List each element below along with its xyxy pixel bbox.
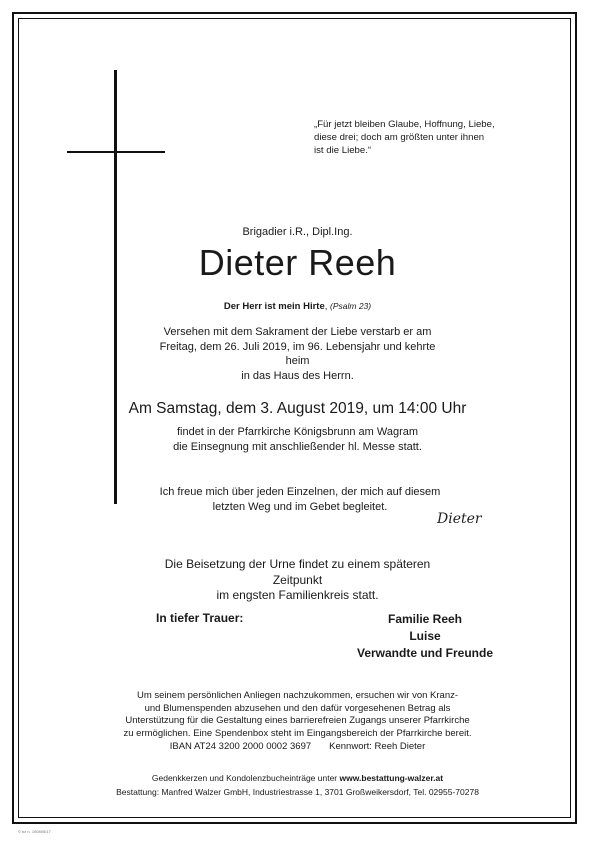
quote-line: diese drei; doch am größten unter ihnen: [314, 132, 485, 143]
request-line: und Blumenspenden abzusehen und den dafür vorgesehenen Betrag als: [144, 702, 451, 714]
burial-line: im engsten Familienkreis statt.: [216, 588, 379, 602]
bible-quote: [314, 118, 554, 157]
ceremony-line: die Einsegnung mit anschließender hl. Messe statt.: [173, 440, 422, 453]
request-line: Um seinem persönlichen Anliegen nachzukommen, ersuchen wir von Kranz-: [136, 690, 459, 701]
death-announcement: [150, 325, 445, 383]
motto-text: Der Herr ist mein Hirte: [223, 301, 325, 312]
mourner-name: Familie Reeh: [387, 612, 463, 626]
print-code: © bz n. 190805/17: [18, 829, 51, 834]
ceremony-details: [150, 425, 445, 454]
burial-notice: [140, 557, 455, 604]
ceremony-headline: Am Samstag, dem 3. August 2019, um 14:00 Uhr: [128, 400, 467, 417]
motto: [0, 301, 595, 312]
footer-undertaker: Bestattung: Manfred Walzer GmbH, Industriestrasse 1, 3701 Großweikersdorf, Tel. 02955-70278: [116, 787, 479, 797]
website-link[interactable]: www.bestattung-walzer.at: [339, 773, 444, 783]
mourner-name: Luise: [409, 629, 441, 643]
farewell-line: letzten Weg und im Gebet begleitet.: [212, 500, 388, 513]
footer-condolence: [0, 773, 595, 783]
motto-separator: ,: [324, 301, 328, 312]
footer-condolence-text: Gedenkkerzen und Kondolenzbucheinträge unter: [151, 773, 340, 783]
handwritten-signature: Dieter: [437, 511, 482, 527]
ceremony-line: findet in der Pfarrkirche Königsbrunn am Wagram: [176, 426, 419, 438]
quote-line: ist die Liebe.“: [314, 145, 372, 156]
deceased-title: Brigadier i.R., Dipl.Ing.: [242, 226, 353, 238]
announcement-line: in das Haus des Herrn.: [241, 369, 354, 382]
mourners-list: [325, 611, 525, 662]
iban: IBAN AT24 3200 2000 0002 3697: [169, 741, 312, 752]
announcement-line: Versehen mit dem Sakrament der Liebe verstarb er am: [163, 326, 432, 338]
quote-line: „Für jetzt bleiben Glaube, Hoffnung, Liebe,: [314, 119, 495, 130]
bank-details: [0, 741, 595, 752]
request-line: zu ermöglichen. Eine Spendenbox steht im Eingangsbereich der Pfarrkirche bereit.: [123, 727, 472, 739]
mourning-label: In tiefer Trauer:: [156, 611, 244, 625]
payment-keyword: Kennwort: Reeh Dieter: [329, 741, 426, 752]
cross-horizontal-bar: [67, 151, 165, 153]
announcement-line: Freitag, dem 26. Juli 2019, im 96. Lebensjahr und kehrte heim: [159, 340, 436, 367]
farewell-text: [150, 485, 450, 514]
farewell-line: Ich freue mich über jeden Einzelnen, der mich auf diesem: [159, 486, 441, 498]
mourner-name: Verwandte und Freunde: [356, 646, 494, 660]
motto-reference: (Psalm 23): [330, 301, 372, 311]
burial-line: Die Beisetzung der Urne findet zu einem späteren Zeitpunkt: [164, 557, 431, 587]
donation-request: [100, 690, 495, 740]
deceased-name: Dieter Reeh: [198, 242, 397, 283]
cross-vertical-bar: [114, 70, 117, 504]
request-line: Unterstützung für die Gestaltung eines barrierefreien Zugangs unserer Pfarrkirche: [125, 715, 470, 727]
